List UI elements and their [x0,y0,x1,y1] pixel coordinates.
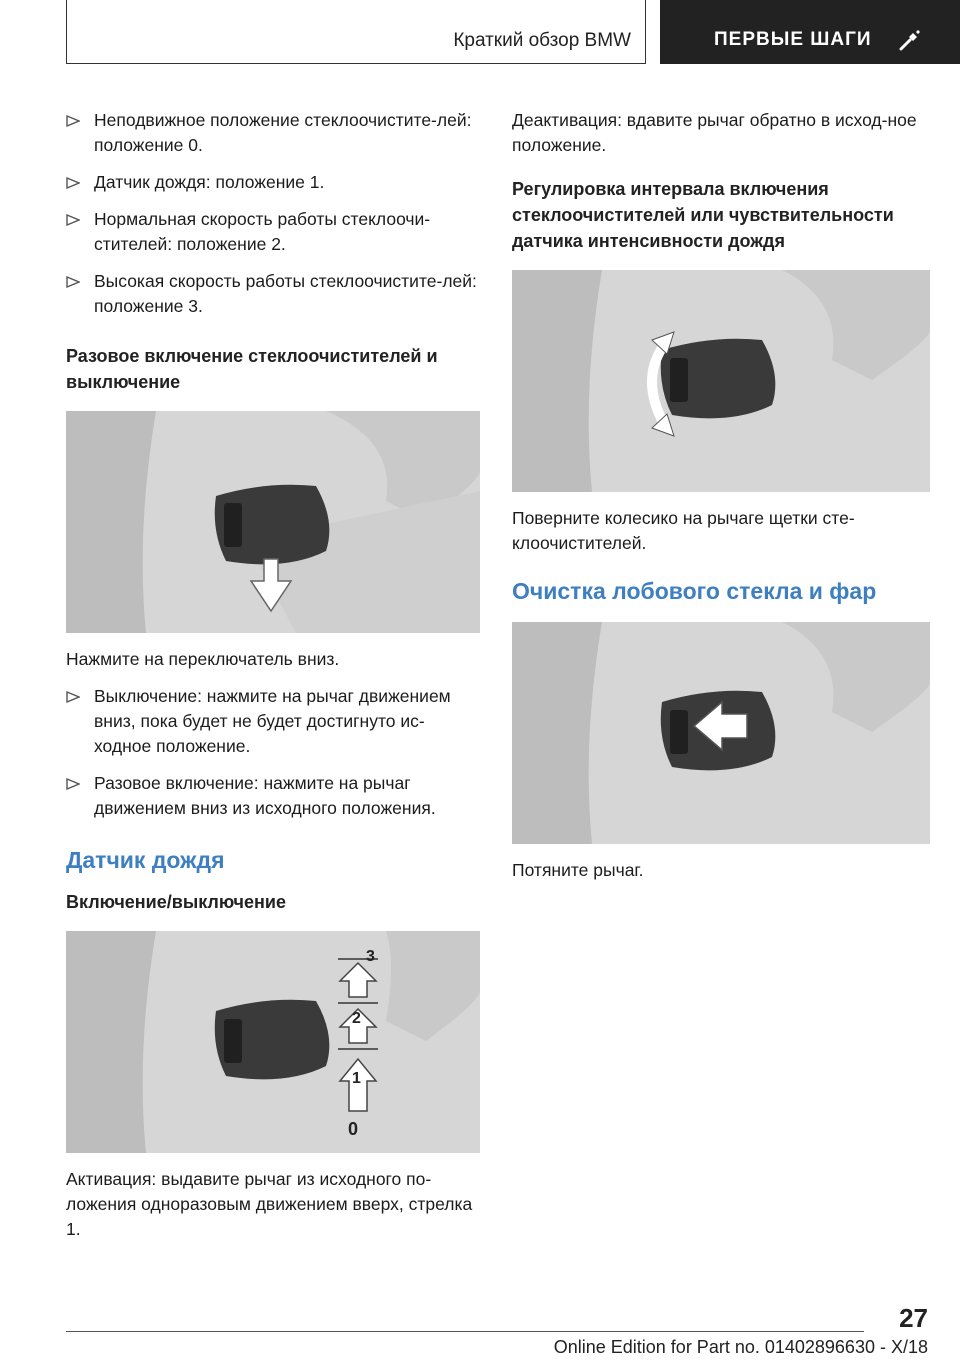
caption-press-down: Нажмите на переключатель вниз. [66,649,340,669]
header-title: Краткий обзор BMW [453,30,631,51]
list-item: Высокая скорость работы стеклоочистите-лей: положение 3. [66,269,480,319]
list-item: Нормальная скорость работы стеклоочи-стителей: положение 2. [66,207,480,257]
footer-edition: Online Edition for Part no. 01402896630 - X/18 [553,1337,928,1357]
caption-activation: Активация: выдавите рычаг из исходного по-ложения одноразовым движением вверх, стрелка 1. [66,1169,473,1239]
left-column [66,108,480,1254]
subheading-on-off: Включение/выключение [66,892,286,912]
triangle-bullet-icon [66,276,80,288]
triangle-bullet-icon [66,115,80,127]
position-label-3: 3 [366,948,375,965]
page-number: 27 [899,1303,928,1333]
list-item: Неподвижное положение стеклоочистите-лей: положение 0. [66,108,480,158]
triangle-bullet-icon [66,214,80,226]
triangle-bullet-icon [66,177,80,189]
triangle-bullet-icon [66,691,80,703]
caption-pull-lever: Потяните рычаг. [512,860,644,880]
figure-lever-wheel [512,270,930,492]
footer-divider [66,1331,864,1332]
section-title-rain-sensor: Датчик дождя [66,847,225,873]
header-section-box [660,0,960,64]
right-column [512,108,930,895]
position-label-2: 2 [352,1010,361,1027]
position-label-0: 0 [348,1119,359,1139]
figure-lever-press-down [66,411,480,633]
subheading-single-wipe: Разовое включение стеклоочистителей и выключение [66,346,438,392]
caption-turn-wheel: Поверните колесико на рычаге щетки сте-клоочистителей. [512,508,855,553]
triangle-bullet-icon [66,778,80,790]
wrench-icon [898,28,922,52]
position-label-1: 1 [352,1070,361,1087]
list-item: Разовое включение: нажмите на рычаг движением вниз из исходного положения. [66,771,480,821]
header-section: ПЕРВЫЕ ШАГИ [714,29,872,50]
header-title-box [66,0,646,64]
figure-lever-positions [66,931,480,1153]
list-item: Датчик дождя: положение 1. [66,170,480,195]
subheading-interval: Регулировка интервала включения стеклоочистителей или чувствительности датчика интенсивности дождя [512,179,894,251]
figure-lever-pull [512,622,930,844]
list-item: Выключение: нажмите на рычаг движением вниз, пока будет не будет достигнуто ис-ходное положение. [66,684,480,759]
para-deactivation: Деактивация: вдавите рычаг обратно в исход-ное положение. [512,110,917,155]
section-title-wash: Очистка лобового стекла и фар [512,578,877,604]
